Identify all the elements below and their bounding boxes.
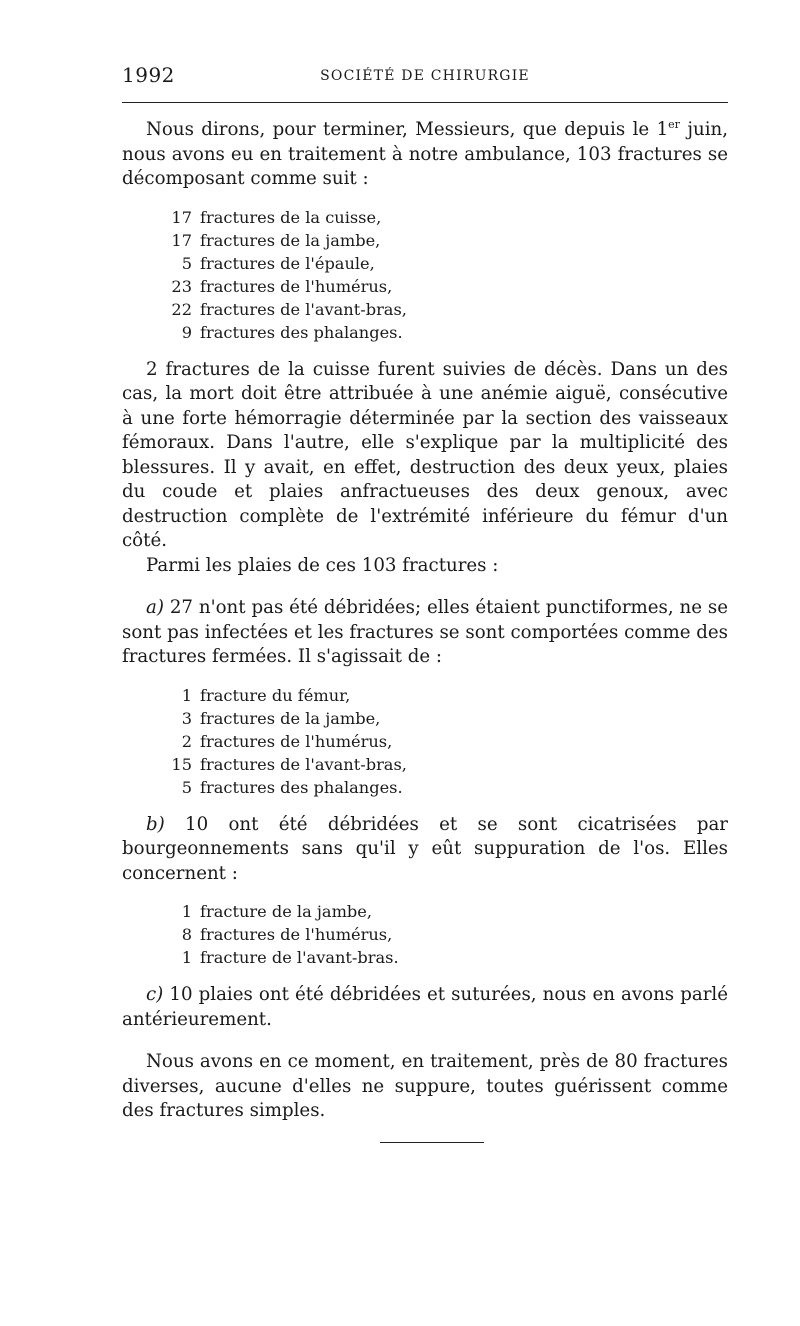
intro-text-start: Nous dirons, pour terminer, Messieurs, que depuis le 1: [146, 119, 669, 140]
list-item-text: fractures des phalanges.: [200, 777, 403, 797]
list-item-count: 17: [171, 230, 192, 250]
list-item-text: fracture du fémur,: [200, 685, 351, 705]
list-item-count: 22: [171, 299, 192, 319]
list-item-count: 17: [171, 207, 192, 227]
list-item-text: fractures de l'avant-bras,: [200, 754, 407, 774]
list-item: [164, 206, 728, 229]
page-number: 1992: [122, 63, 175, 87]
list-item-count: 15: [171, 754, 192, 774]
list-item-count: 3: [181, 708, 192, 728]
section-b-label: b): [146, 813, 165, 835]
list-item: [164, 321, 728, 344]
list-item-text: fracture de la jambe,: [200, 902, 373, 921]
section-c-text: 10 plaies ont été débridées et suturées, nous en avons parlé antérieurement.: [122, 984, 728, 1030]
closing-rule: [380, 1142, 484, 1143]
list-item-text: fractures de la jambe,: [200, 708, 381, 728]
list-item-text: fractures de l'humérus,: [200, 276, 393, 296]
section-c-label: c): [146, 984, 164, 1005]
list-item-text: fractures de l'avant-bras,: [200, 299, 407, 319]
deaths-paragraph: 2 fractures de la cuisse furent suivies de décès. Dans un des cas, la mort doit être attribuée à une anémie aiguë, consécutive à une forte hémorragie déterminée par la section des vaisseaux fémoraux. Dans l'autre, elle s'explique par la multiplicité des blessures. Il y avait, en effet, destruction des deux yeux, plaies du coude et plaies anfractueuses des deux genoux, avec destruction complète de l'extrémité inférieure du fémur d'un côté.: [122, 358, 728, 551]
body-text: [122, 118, 728, 1124]
section-a-label: a): [146, 597, 164, 618]
list-item: [164, 753, 728, 776]
page-header: [122, 62, 728, 96]
list-item: [164, 946, 728, 969]
list-item: [164, 900, 728, 923]
list-item-count: 5: [181, 777, 192, 797]
section-a-text: 27 n'ont pas été débridées; elles étaient punctiformes, ne se sont pas infectées et les fractures se sont comportées comme des fractures fermées. Il s'agissait de :: [122, 597, 728, 667]
spacer: [122, 1032, 728, 1050]
intro-text-end: juin, nous avons eu en traitement à notre ambulance, 103 fractures se décomposant comme suit :: [122, 119, 728, 189]
list-item-count: 8: [181, 925, 192, 944]
section-a-paragraph: [122, 596, 728, 670]
list-item-count: 9: [181, 322, 192, 342]
list-item: [164, 923, 728, 946]
list-item-text: fractures de l'humérus,: [200, 925, 393, 944]
intro-superscript: er: [668, 117, 680, 131]
list-item: [164, 684, 728, 707]
plaies-paragraph: Parmi les plaies de ces 103 fractures :: [146, 554, 499, 576]
list-item: [164, 776, 728, 799]
list-item: [164, 298, 728, 321]
list-item-count: 2: [181, 731, 192, 751]
section-c-paragraph: [122, 983, 728, 1032]
list-item-text: fractures de l'épaule,: [200, 253, 375, 273]
fracture-list-total: [164, 206, 728, 344]
fracture-list-a: [164, 684, 728, 799]
spacer: [122, 578, 728, 596]
list-item: [164, 707, 728, 730]
section-b-text: 10 ont été débridées et se sont cicatrisées par bourgeonnements sans qu'il y eût suppuration de l'os. Elles concernent :: [122, 813, 728, 884]
intro-paragraph: [122, 118, 728, 192]
list-item-text: fracture de l'avant-bras.: [200, 948, 399, 967]
list-item-count: 1: [181, 902, 192, 921]
header-rule: [122, 102, 728, 103]
list-item-count: 1: [181, 685, 192, 705]
list-item: [164, 229, 728, 252]
list-item: [164, 730, 728, 753]
running-title: SOCIÉTÉ DE CHIRURGIE: [320, 68, 530, 84]
fracture-list-b: [164, 900, 728, 969]
final-paragraph: Nous avons en ce moment, en traitement, près de 80 fractures diverses, aucune d'elles ne suppure, toutes guérissent comme des fractures simples.: [122, 1051, 728, 1121]
section-b-paragraph: [122, 813, 728, 887]
list-item-count: 23: [171, 276, 192, 296]
list-item: [164, 275, 728, 298]
list-item-count: 5: [181, 253, 192, 273]
list-item: [164, 252, 728, 275]
list-item-count: 1: [181, 948, 192, 967]
list-item-text: fractures de la jambe,: [200, 230, 381, 250]
list-item-text: fractures des phalanges.: [200, 322, 403, 342]
list-item-text: fractures de l'humérus,: [200, 731, 393, 751]
list-item-text: fractures de la cuisse,: [200, 207, 382, 227]
